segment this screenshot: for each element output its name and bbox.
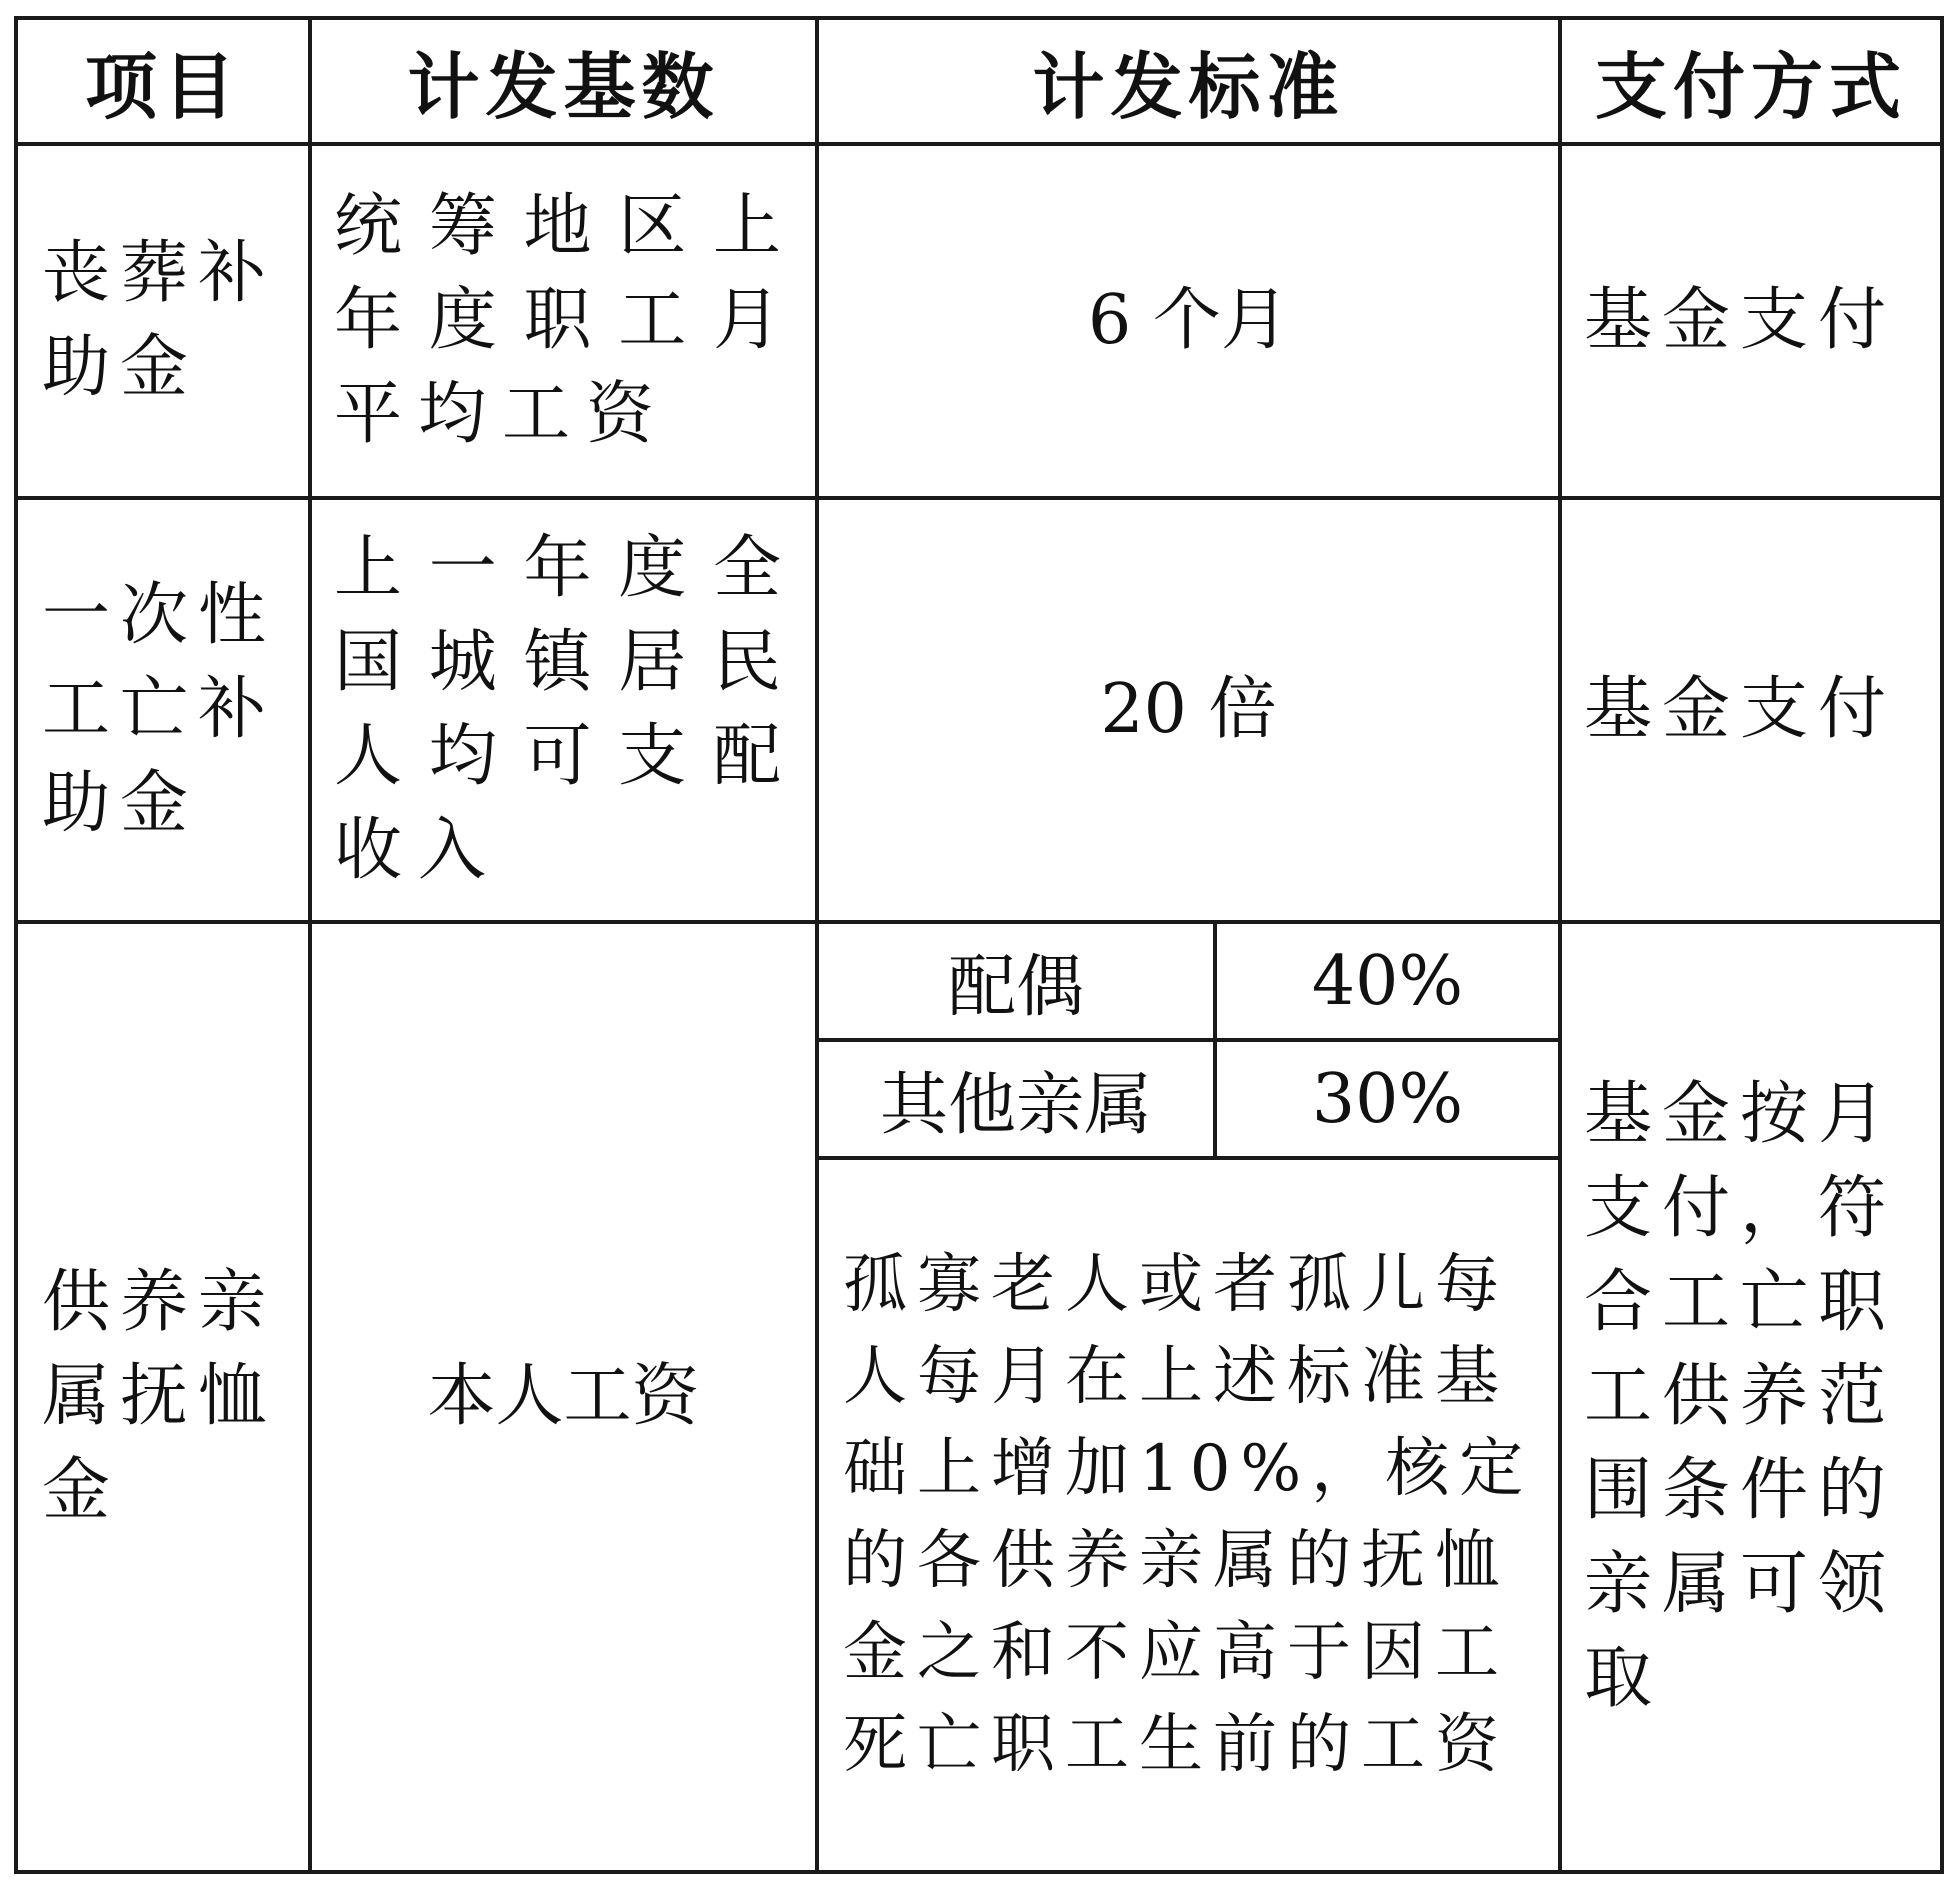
sub-row-other-relatives <box>819 1040 1558 1158</box>
row-payment-pension: 基金按月支付，符合工亡职工供养范围条件的亲属可领取 <box>1560 922 1942 1872</box>
row-base-funeral: 统筹地区上年度职工月平均工资 <box>310 144 817 498</box>
header-row <box>16 18 1942 144</box>
relation-other: 其他亲属 <box>819 1040 1215 1158</box>
header-standard: 计发标准 <box>817 18 1560 144</box>
row-standard-pension <box>817 922 1560 1872</box>
header-payment: 支付方式 <box>1560 18 1942 144</box>
rate-other: 30% <box>1215 1040 1558 1158</box>
row-standard-lump-sum: 20 倍 <box>817 498 1560 922</box>
row-item-funeral: 丧葬补助金 <box>16 144 310 498</box>
header-item: 项目 <box>16 18 310 144</box>
row-item-lump-sum: 一次性工亡补助金 <box>16 498 310 922</box>
table-row <box>16 922 1942 1872</box>
relation-spouse: 配偶 <box>819 924 1215 1040</box>
header-base: 计发基数 <box>310 18 817 144</box>
row-item-pension: 供养亲属抚恤金 <box>16 922 310 1872</box>
compensation-table <box>14 16 1944 1874</box>
table-row <box>16 144 1942 498</box>
row-standard-funeral: 6 个月 <box>817 144 1560 498</box>
row-base-lump-sum: 上一年度全国城镇居民人均可支配收入 <box>310 498 817 922</box>
pension-note: 孤寡老人或者孤儿每人每月在上述标准基础上增加10%，核定的各供养亲属的抚恤金之和不应高于因工死亡职工生前的工资 <box>843 1248 1534 1782</box>
table-row <box>16 498 1942 922</box>
sub-row-note <box>819 1158 1558 1870</box>
row-payment-lump-sum: 基金支付 <box>1560 498 1942 922</box>
row-base-pension: 本人工资 <box>310 922 817 1872</box>
pension-standard-subtable <box>819 924 1558 1870</box>
row-payment-funeral: 基金支付 <box>1560 144 1942 498</box>
rate-spouse: 40% <box>1215 924 1558 1040</box>
sub-row-spouse <box>819 924 1558 1040</box>
